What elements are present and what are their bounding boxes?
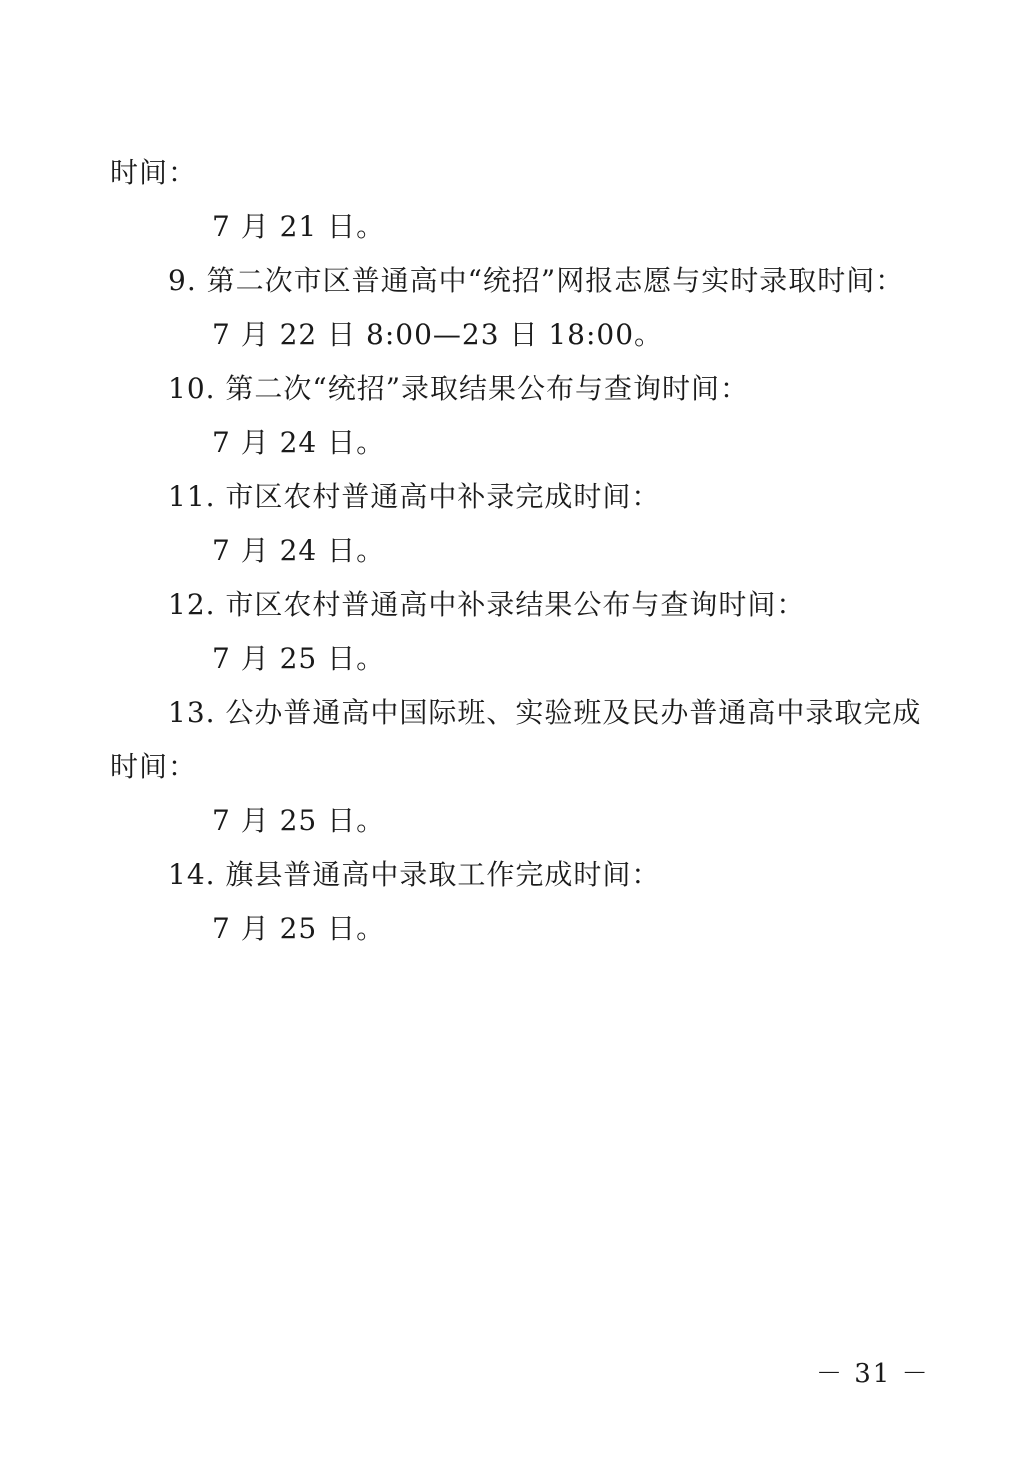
- schedule-item-9: 9. 第二次市区普通高中“统招”网报志愿与实时录取时间：: [168, 264, 905, 297]
- date-item-9: 7 月 22 日 8:00—23 日 18:00。: [212, 318, 664, 351]
- date-item-8: 7 月 21 日。: [212, 210, 386, 243]
- date-item-14: 7 月 25 日。: [212, 912, 386, 945]
- schedule-item-11: 11. 市区农村普通高中补录完成时间：: [168, 480, 661, 513]
- schedule-item-14: 14. 旗县普通高中录取工作完成时间：: [168, 858, 661, 891]
- page-number: － 31 －: [816, 1359, 930, 1389]
- schedule-item-13: 13. 公办普通高中国际班、实验班及民办普通高中录取完成: [168, 696, 922, 729]
- date-item-13: 7 月 25 日。: [212, 804, 386, 837]
- date-item-11: 7 月 24 日。: [212, 534, 386, 567]
- continued-label-time: 时间：: [110, 156, 198, 189]
- schedule-item-13-continued: 时间：: [110, 750, 198, 783]
- date-item-12: 7 月 25 日。: [212, 642, 386, 675]
- date-item-10: 7 月 24 日。: [212, 426, 386, 459]
- schedule-item-12: 12. 市区农村普通高中补录结果公布与查询时间：: [168, 588, 806, 621]
- schedule-item-10: 10. 第二次“统招”录取结果公布与查询时间：: [168, 372, 750, 405]
